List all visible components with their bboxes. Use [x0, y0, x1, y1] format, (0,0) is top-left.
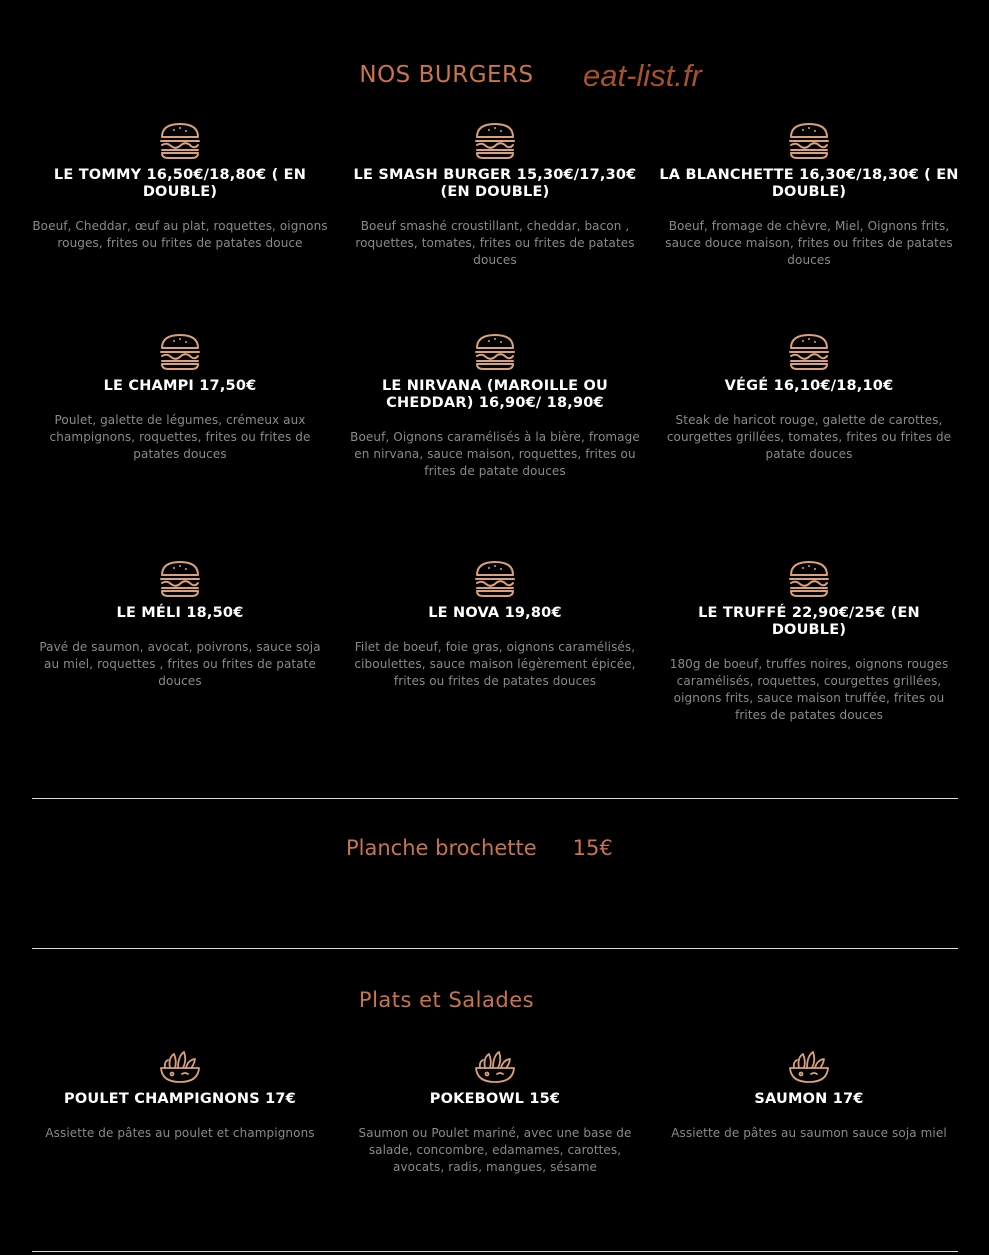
item-name: LA BLANCHETTE 16,30€/18,30€ ( EN DOUBLE)	[659, 167, 959, 200]
item-name: VÉGÉ 16,10€/18,10€	[724, 378, 894, 394]
item-description: Assiette de pâtes au saumon sauce soja miel	[671, 1126, 947, 1140]
burger-icon	[788, 333, 830, 371]
burger-icon	[159, 333, 201, 371]
menu-item	[659, 1046, 959, 1142]
item-description: Boeuf, Cheddar, œuf au plat, roquettes, oignons rouges, frites ou frites de patates douce	[32, 219, 328, 250]
burger-icon	[788, 122, 830, 160]
item-description: Boeuf, fromage de chèvre, Miel, Oignons frits, sauce douce maison, frites ou frites de patates douces	[665, 219, 953, 267]
salad-bowl-icon	[158, 1046, 202, 1084]
burgers-section-title: NOS BURGERS	[359, 62, 534, 88]
item-description: Poulet, galette de légumes, crémeux aux champignons, roquettes, frites ou frites de patates douces	[49, 413, 311, 461]
plats-section-title: Plats et Salades	[358, 988, 535, 1012]
burger-icon	[159, 560, 201, 598]
item-name: LE MÉLI 18,50€	[116, 605, 244, 621]
burger-icon	[788, 560, 830, 598]
item-description: Saumon ou Poulet mariné, avec une base de salade, concombre, edamames, carottes, avocats, radis, mangues, sésame	[358, 1126, 632, 1174]
menu-item	[345, 560, 645, 690]
burger-icon	[474, 122, 516, 160]
section-divider	[32, 1251, 958, 1252]
section-divider	[32, 948, 958, 949]
item-description: Boeuf, Oignons caramélisés à la bière, fromage en nirvana, sauce maison, roquettes, frites ou frites de patate douces	[350, 430, 640, 478]
salad-bowl-icon	[787, 1046, 831, 1084]
item-name: LE NOVA 19,80€	[428, 605, 562, 621]
menu-item	[30, 1046, 330, 1142]
menu-item	[345, 333, 645, 480]
item-name: SAUMON 17€	[754, 1091, 864, 1107]
menu-item	[659, 333, 959, 463]
item-name: LE TOMMY 16,50€/18,80€ ( EN DOUBLE)	[53, 167, 307, 200]
burger-icon	[159, 122, 201, 160]
planche-price: 15€	[572, 836, 613, 860]
menu-item	[30, 333, 330, 463]
menu-item	[30, 122, 330, 252]
planche-label: Planche brochette	[346, 836, 537, 860]
menu-item	[659, 560, 959, 724]
item-name: POULET CHAMPIGNONS 17€	[64, 1091, 296, 1107]
item-name: LE CHAMPI 17,50€	[103, 378, 257, 394]
item-description: Steak de haricot rouge, galette de carottes, courgettes grillées, tomates, frites ou frites de patate douces	[666, 413, 952, 461]
burger-icon	[474, 560, 516, 598]
menu-item	[345, 1046, 645, 1176]
item-description: Boeuf smashé croustillant, cheddar, bacon , roquettes, tomates, frites ou frites de patates douces	[355, 219, 635, 267]
item-description: Filet de boeuf, foie gras, oignons caramélisés, ciboulettes, sauce maison légèrement épicée, frites ou frites de patates douces	[354, 640, 636, 688]
item-description: Assiette de pâtes au poulet et champignons	[45, 1126, 315, 1140]
section-divider	[32, 798, 958, 799]
item-description: 180g de boeuf, truffes noires, oignons rouges caramélisés, roquettes, courgettes grillées, oignons frits, sauce maison truffée, frites ou frites de patates douces	[669, 657, 949, 722]
menu-item	[659, 122, 959, 269]
menu-item	[30, 560, 330, 690]
burger-icon	[474, 333, 516, 371]
item-name: LE TRUFFÉ 22,90€/25€ (EN DOUBLE)	[698, 605, 920, 638]
item-description: Pavé de saumon, avocat, poivrons, sauce soja au miel, roquettes , frites ou frites de patate douces	[39, 640, 321, 688]
planche-line	[346, 836, 613, 860]
item-name: POKEBOWL 15€	[429, 1091, 561, 1107]
item-name: LE SMASH BURGER 15,30€/17,30€ (EN DOUBLE)	[353, 167, 637, 200]
menu-item	[345, 122, 645, 269]
watermark-text: eat-list.fr	[583, 58, 702, 93]
item-name: LE NIRVANA (MAROILLE OU CHEDDAR) 16,90€/ 18,90€	[381, 378, 609, 411]
salad-bowl-icon	[473, 1046, 517, 1084]
